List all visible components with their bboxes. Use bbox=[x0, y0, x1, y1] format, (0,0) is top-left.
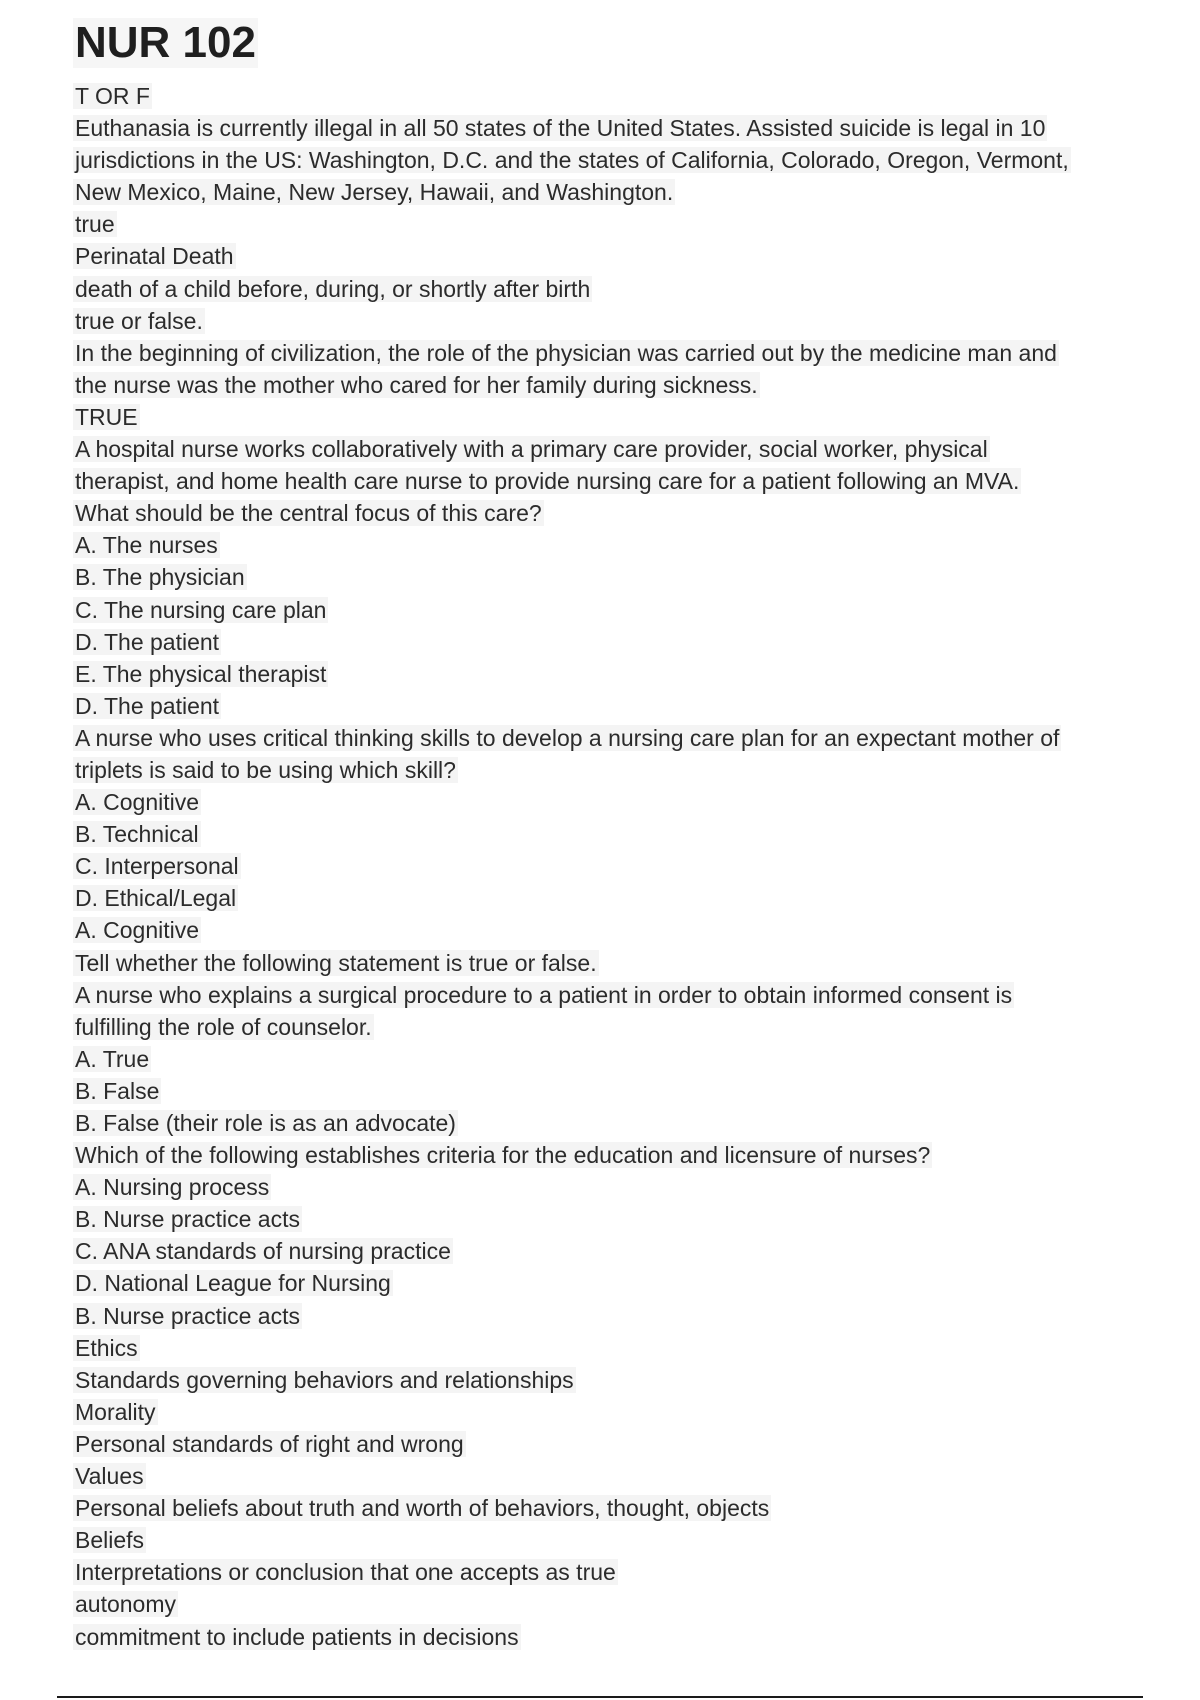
text-line: D. The patient bbox=[75, 692, 220, 719]
text-line: D. National League for Nursing bbox=[75, 1270, 391, 1297]
text-line: A nurse who uses critical thinking skills to develop a nursing care plan for an expectant mother of bbox=[75, 724, 1060, 751]
text-line: A hospital nurse works collaboratively with a primary care provider, social worker, physical bbox=[75, 436, 988, 463]
text-line: B. False (their role is as an advocate) bbox=[75, 1110, 456, 1136]
text-line: A. True bbox=[75, 1045, 150, 1072]
text-line: jurisdictions in the US: Washington, D.C. and the states of California, Colorado, Oregon, Vermont, bbox=[75, 147, 1069, 174]
text-line: Tell whether the following statement is true or false. bbox=[75, 949, 597, 976]
text-line: D. Ethical/Legal bbox=[75, 885, 237, 912]
text-line: Values bbox=[75, 1463, 144, 1490]
text-line: autonomy bbox=[75, 1591, 177, 1618]
text-line: T OR F bbox=[75, 83, 150, 109]
text-line: the nurse was the mother who cared for her family during sickness. bbox=[75, 371, 758, 398]
text-line: Ethics bbox=[75, 1334, 138, 1361]
text-line: TRUE bbox=[75, 403, 138, 430]
text-line: A. The nurses bbox=[75, 532, 218, 559]
text-line: C. Interpersonal bbox=[75, 853, 239, 880]
text-line: Personal standards of right and wrong bbox=[75, 1430, 464, 1457]
text-line: C. ANA standards of nursing practice bbox=[75, 1238, 451, 1265]
page-bottom-rule bbox=[57, 1696, 1143, 1698]
text-line: A. Cognitive bbox=[75, 789, 200, 816]
text-line: B. The physician bbox=[75, 564, 245, 591]
text-line: A nurse who explains a surgical procedure to a patient in order to obtain informed consent is bbox=[75, 981, 1013, 1008]
text-line: A. Cognitive bbox=[75, 917, 200, 944]
text-line: In the beginning of civilization, the role of the physician was carried out by the medicine man and bbox=[75, 339, 1057, 366]
document-title: NUR 102 bbox=[75, 18, 256, 67]
text-line: What should be the central focus of this care? bbox=[75, 500, 542, 527]
text-line: triplets is said to be using which skill? bbox=[75, 756, 456, 783]
text-line: death of a child before, during, or shortly after birth bbox=[75, 275, 591, 302]
text-line: Interpretations or conclusion that one accepts as true bbox=[75, 1559, 616, 1586]
text-line: Which of the following establishes criteria for the education and licensure of nurses? bbox=[75, 1142, 931, 1169]
text-line: B. Technical bbox=[75, 821, 199, 848]
document-page bbox=[73, 18, 1133, 1653]
text-line: fulfilling the role of counselor. bbox=[75, 1013, 372, 1040]
text-line: Morality bbox=[75, 1398, 156, 1425]
text-line: Standards governing behaviors and relationships bbox=[75, 1366, 574, 1393]
text-line: true bbox=[75, 211, 115, 238]
text-line: D. The patient bbox=[75, 628, 220, 655]
text-line: Perinatal Death bbox=[75, 243, 234, 270]
document-body bbox=[73, 80, 1133, 1653]
text-line: B. False bbox=[75, 1077, 160, 1104]
text-line: Beliefs bbox=[75, 1527, 145, 1554]
text-line: Euthanasia is currently illegal in all 50 states of the United States. Assisted suicide is legal in 10 bbox=[75, 115, 1046, 142]
text-line: E. The physical therapist bbox=[75, 660, 327, 687]
text-line: A. Nursing process bbox=[75, 1174, 270, 1201]
text-line: commitment to include patients in decisions bbox=[75, 1623, 519, 1650]
text-line: true or false. bbox=[75, 307, 203, 334]
text-line: B. Nurse practice acts bbox=[75, 1206, 300, 1233]
text-line: C. The nursing care plan bbox=[75, 596, 327, 623]
text-line: New Mexico, Maine, New Jersey, Hawaii, and Washington. bbox=[75, 179, 674, 206]
text-line: Personal beliefs about truth and worth of behaviors, thought, objects bbox=[75, 1495, 770, 1522]
text-line: therapist, and home health care nurse to provide nursing care for a patient following an MVA. bbox=[75, 468, 1020, 495]
text-line: B. Nurse practice acts bbox=[75, 1302, 300, 1329]
